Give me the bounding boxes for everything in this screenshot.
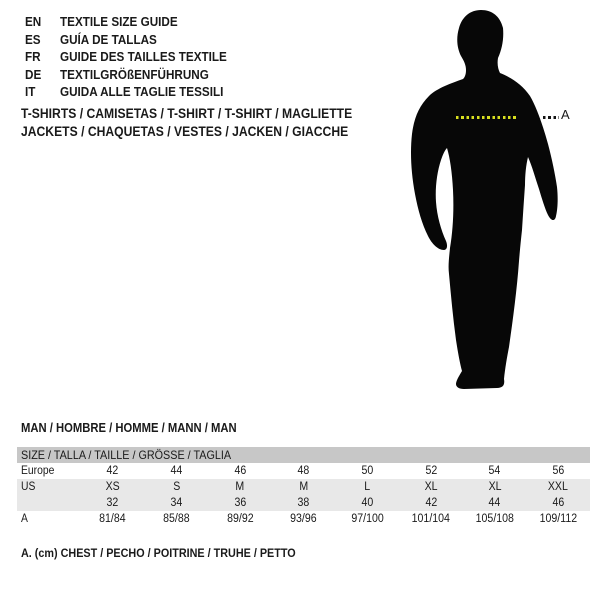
language-code: IT xyxy=(25,84,36,99)
table-cell: 52 xyxy=(425,465,437,477)
table-cell: 38 xyxy=(272,495,336,511)
table-cell: 44 xyxy=(170,465,183,477)
table-cell: 36 xyxy=(208,495,272,511)
language-label: GUÍA DE TALLAS xyxy=(60,31,157,47)
table-cell: L xyxy=(336,479,400,495)
table-cell: 40 xyxy=(336,495,400,511)
language-code: EN xyxy=(25,14,42,29)
size-table-header-row xyxy=(17,447,590,463)
row-label xyxy=(17,495,81,511)
size-table xyxy=(17,447,590,527)
table-cell: 34 xyxy=(145,495,209,511)
table-row-numeric xyxy=(17,495,590,511)
language-code: ES xyxy=(25,31,41,47)
table-cell: 109/112 xyxy=(539,513,577,525)
table-cell: 93/96 xyxy=(290,513,317,525)
table-cell: M xyxy=(208,479,272,495)
table-cell: 89/92 xyxy=(226,513,254,525)
table-cell: 46 xyxy=(234,465,246,477)
table-cell: 42 xyxy=(399,495,463,511)
man-silhouette-path xyxy=(411,10,558,389)
language-label: TEXTILGRÖßENFÜHRUNG xyxy=(60,66,209,82)
language-code: DE xyxy=(25,66,42,82)
category-line-jackets: JACKETS / CHAQUETAS / VESTES / JACKEN / GIACCHE xyxy=(21,124,349,139)
table-cell: 105/108 xyxy=(475,513,514,525)
table-cell: XXL xyxy=(526,479,590,495)
language-label: GUIDA ALLE TAGLIE TESSILI xyxy=(60,84,224,99)
table-cell: 81/84 xyxy=(99,513,127,525)
table-cell: XL xyxy=(463,479,527,495)
language-code: FR xyxy=(25,49,41,64)
table-cell: 56 xyxy=(552,465,565,477)
table-row-chest xyxy=(17,511,590,527)
table-cell: XS xyxy=(81,479,145,495)
table-cell: XL xyxy=(399,479,463,495)
table-cell: M xyxy=(272,479,336,495)
language-label: TEXTILE SIZE GUIDE xyxy=(60,14,178,29)
chest-measure-line-outer xyxy=(543,116,559,119)
footnote: A. (cm) CHEST / PECHO / POITRINE / TRUHE / PETTO xyxy=(21,546,296,560)
table-cell: 97/100 xyxy=(351,513,384,525)
table-cell: 42 xyxy=(106,465,119,477)
chest-measure-line xyxy=(456,116,518,119)
row-label: A xyxy=(21,513,28,525)
table-cell: 48 xyxy=(297,465,310,477)
table-cell: 101/104 xyxy=(411,513,451,525)
table-cell: 85/88 xyxy=(163,513,190,525)
row-label: US xyxy=(17,479,81,495)
table-row-europe xyxy=(17,463,590,479)
size-table-header: SIZE / TALLA / TAILLE / GRÖSSE / TAGLIA xyxy=(17,447,590,463)
category-line-tshirts: T-SHIRTS / CAMISETAS / T-SHIRT / T-SHIRT / MAGLIETTE xyxy=(21,106,353,121)
table-cell: 46 xyxy=(526,495,590,511)
table-cell: 50 xyxy=(361,465,374,477)
table-cell: 54 xyxy=(488,465,501,477)
language-label: GUIDE DES TAILLES TEXTILE xyxy=(60,49,227,64)
table-cell: 32 xyxy=(81,495,145,511)
measure-label-a: A xyxy=(561,107,570,122)
section-title: MAN / HOMBRE / HOMME / MANN / MAN xyxy=(21,421,237,435)
row-label: Europe xyxy=(21,465,55,477)
table-cell: S xyxy=(145,479,209,495)
table-row-us xyxy=(17,479,590,495)
table-cell: 44 xyxy=(463,495,527,511)
